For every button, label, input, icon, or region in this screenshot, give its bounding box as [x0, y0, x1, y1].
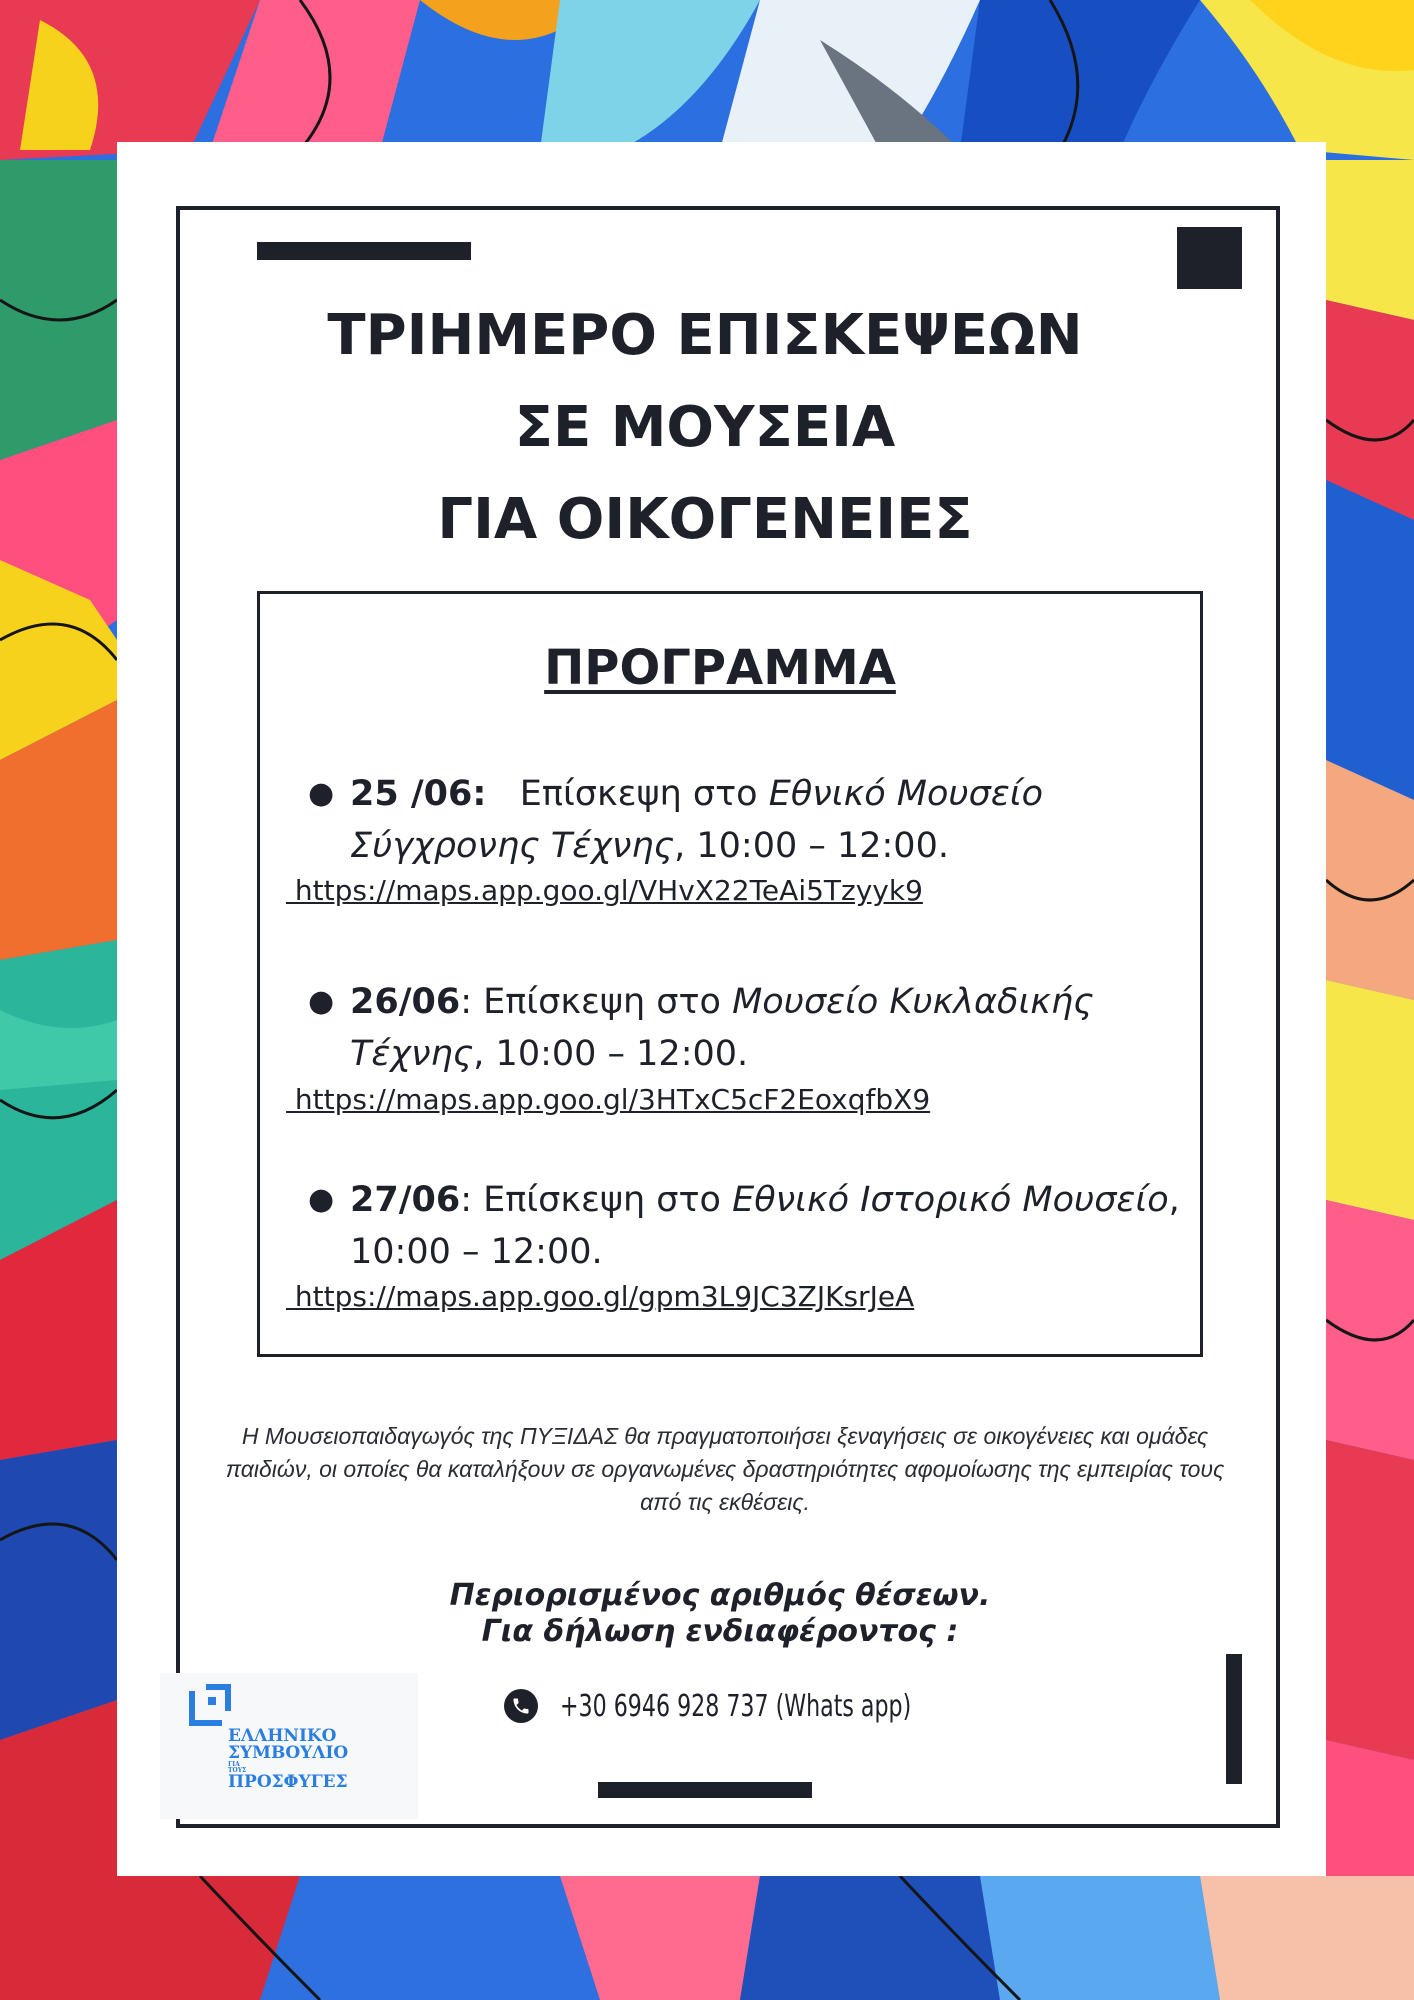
- map-link[interactable]: https://maps.app.goo.gl/gpm3L9JC3ZJKsrJeA: [286, 1280, 915, 1313]
- notice-line-2: Για δήλωση ενδιαφέροντος :: [481, 1614, 959, 1649]
- phone-number[interactable]: +30 6946 928 737 (Whats app): [560, 1688, 912, 1724]
- logo-line-2: ΣΥΜΒΟΥΛΙΟ: [228, 1743, 349, 1763]
- contact-row: [504, 1684, 988, 1728]
- map-link[interactable]: https://maps.app.goo.gl/3HTxC5cF2EoxqfbX9: [286, 1083, 931, 1116]
- event-museum: Μουσείο Κυκλαδικής Τέχνης: [350, 982, 1094, 1074]
- bullet-icon: ●: [308, 776, 335, 811]
- logo-text: [228, 1728, 348, 1791]
- program-event: [308, 1174, 1190, 1278]
- title-line-1: ΤΡΙΗΜΕΡΟ ΕΠΙΣΚΕΨΕΩΝ: [327, 303, 1083, 368]
- event-museum: Εθνικό Ιστορικό Μουσείο: [732, 1180, 1169, 1220]
- phone-icon: [504, 1689, 538, 1723]
- organization-logo: [160, 1673, 418, 1819]
- logo-line-3: ΠΡΟΣΦΥΓΕΣ: [228, 1772, 348, 1792]
- event-prefix: Επίσκεψη στο: [486, 774, 769, 814]
- event-date: 25 /06:: [350, 774, 487, 814]
- event-prefix: : Επίσκεψη στο: [460, 1180, 733, 1220]
- decorative-bar-right: [1226, 1654, 1242, 1784]
- description-text: Η Μουσειοπαιδαγωγός της ΠΥΞΙΔΑΣ θα πραγματοποιήσει ξεναγήσεις σε οικογένειες και ομάδες παιδιών, οι οποίες θα καταλήξουν σε οργανωμένες δραστηριότητες αφομοίωσης της εμπειρίας τους από τις εκθέσεις.: [225, 1423, 1225, 1515]
- logo-small-text: ΓΙΑ ΤΟΥΣ: [228, 1761, 247, 1774]
- logo-line-1: ΕΛΛΗΝΙΚΟ: [228, 1726, 337, 1746]
- logo-mark-icon: [188, 1683, 232, 1727]
- program-event: [308, 768, 1190, 872]
- decorative-square-top-right: [1177, 227, 1242, 289]
- program-heading: ΠΡΟΓΡΑΜΜΑ: [544, 640, 896, 696]
- program-event: [308, 976, 1190, 1080]
- logo-line-3-row: [228, 1762, 348, 1791]
- event-time: , 10:00 – 12:00.: [674, 826, 949, 866]
- bullet-icon: ●: [308, 984, 335, 1019]
- notice-line-1: Περιορισμένος αριθμός θέσεων.: [449, 1578, 991, 1613]
- bullet-icon: ●: [308, 1182, 335, 1217]
- registration-notice: [0, 1578, 1414, 1650]
- event-time: , 10:00 – 12:00.: [350, 1180, 1180, 1272]
- map-link[interactable]: https://maps.app.goo.gl/VHvX22TeAi5Tzyyk9: [286, 874, 923, 907]
- decorative-bar-bottom: [598, 1782, 812, 1798]
- event-date: 26/06: [350, 982, 461, 1022]
- decorative-bar-top-left: [257, 242, 471, 260]
- event-time: , 10:00 – 12:00.: [473, 1034, 749, 1074]
- poster-title: [200, 290, 1210, 566]
- event-prefix: : Επίσκεψη στο: [460, 982, 733, 1022]
- title-line-3: ΓΙΑ ΟΙΚΟΓΕΝΕΙΕΣ: [437, 487, 973, 552]
- event-date: 27/06: [350, 1180, 461, 1220]
- title-line-2: ΣΕ ΜΟΥΣΕΙΑ: [514, 395, 896, 460]
- event-museum: Εθνικό Μουσείο Σύγχρονης Τέχνης: [350, 774, 1044, 866]
